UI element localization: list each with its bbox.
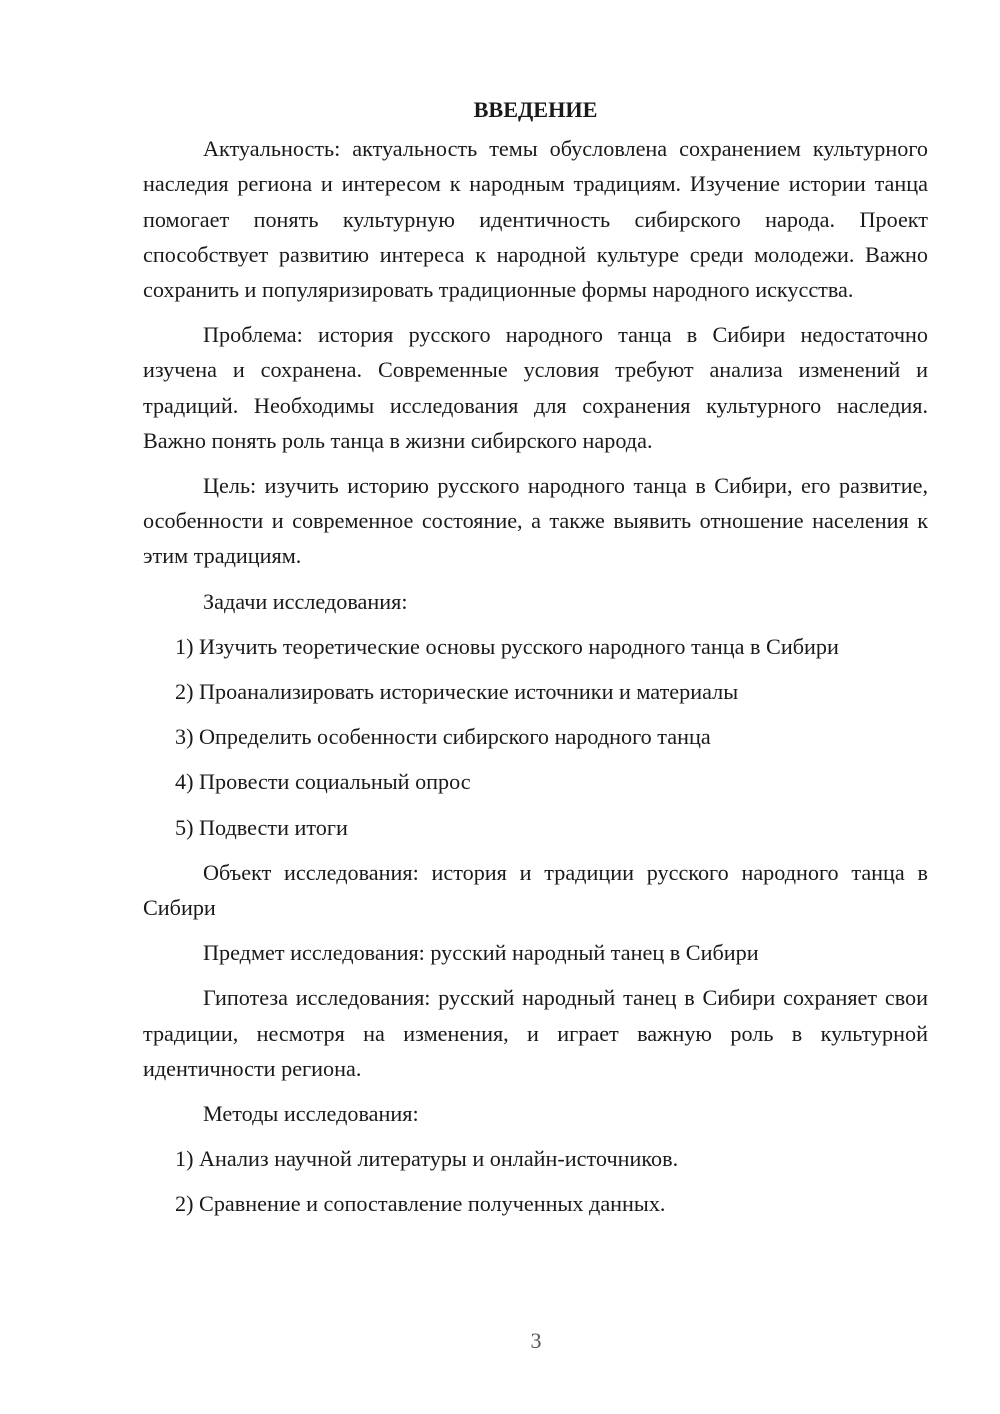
paragraph-goal: Цель: изучить историю русского народного танца в Сибири, его развитие, особенности и современное состояние, а также выявить отношение населения к этим традициям.: [143, 473, 928, 569]
list-item-task-3: 3) Определить особенности сибирского народного танца: [175, 724, 711, 750]
methods-list: [143, 1141, 928, 1221]
methods-title: Методы исследования:: [203, 1101, 419, 1127]
list-item-task-4: 4) Провести социальный опрос: [175, 769, 471, 795]
paragraph-problem: Проблема: история русского народного танца в Сибири недостаточно изучена и сохранена. Современные условия требуют анализа изменений и традиций. Необходимы исследования для сохранения культурного наследия. Важно понять роль танца в жизни сибирского народа.: [143, 322, 928, 453]
paragraph-hypothesis: Гипотеза исследования: русский народный танец в Сибири сохраняет свои традиции, несмотря на изменения, и играет важную роль в культурной идентичности региона.: [143, 985, 928, 1081]
paragraph-object: Объект исследования: история и традиции русского народного танца в Сибири: [143, 859, 928, 921]
paragraph-subject: Предмет исследования: русский народный танец в Сибири: [203, 940, 759, 966]
list-item-task-1: 1) Изучить теоретические основы русского народного танца в Сибири: [175, 633, 839, 659]
tasks-title: Задачи исследования:: [203, 588, 408, 614]
list-item-method-2: 2) Сравнение и сопоставление полученных данных.: [175, 1191, 666, 1217]
list-item-method-1: 1) Анализ научной литературы и онлайн-источников.: [175, 1146, 679, 1172]
list-item-task-2: 2) Проанализировать исторические источники и материалы: [175, 679, 739, 705]
section-heading: ВВЕДЕНИЕ: [473, 97, 598, 122]
tasks-list: [143, 629, 928, 845]
paragraph-relevance: Актуальность: актуальность темы обусловлена сохранением культурного наследия региона и интересом к народным традициям. Изучение истории танца помогает понять культурную идентичность сибирского народа. Проект способствует развитию интереса к народной культуре среди молодежи. Важно сохранить и популяризировать традиционные формы народного искусства.: [143, 136, 928, 303]
list-item-task-5: 5) Подвести итоги: [175, 814, 348, 840]
document-page: [143, 92, 928, 1232]
page-number: 3: [530, 1328, 542, 1353]
